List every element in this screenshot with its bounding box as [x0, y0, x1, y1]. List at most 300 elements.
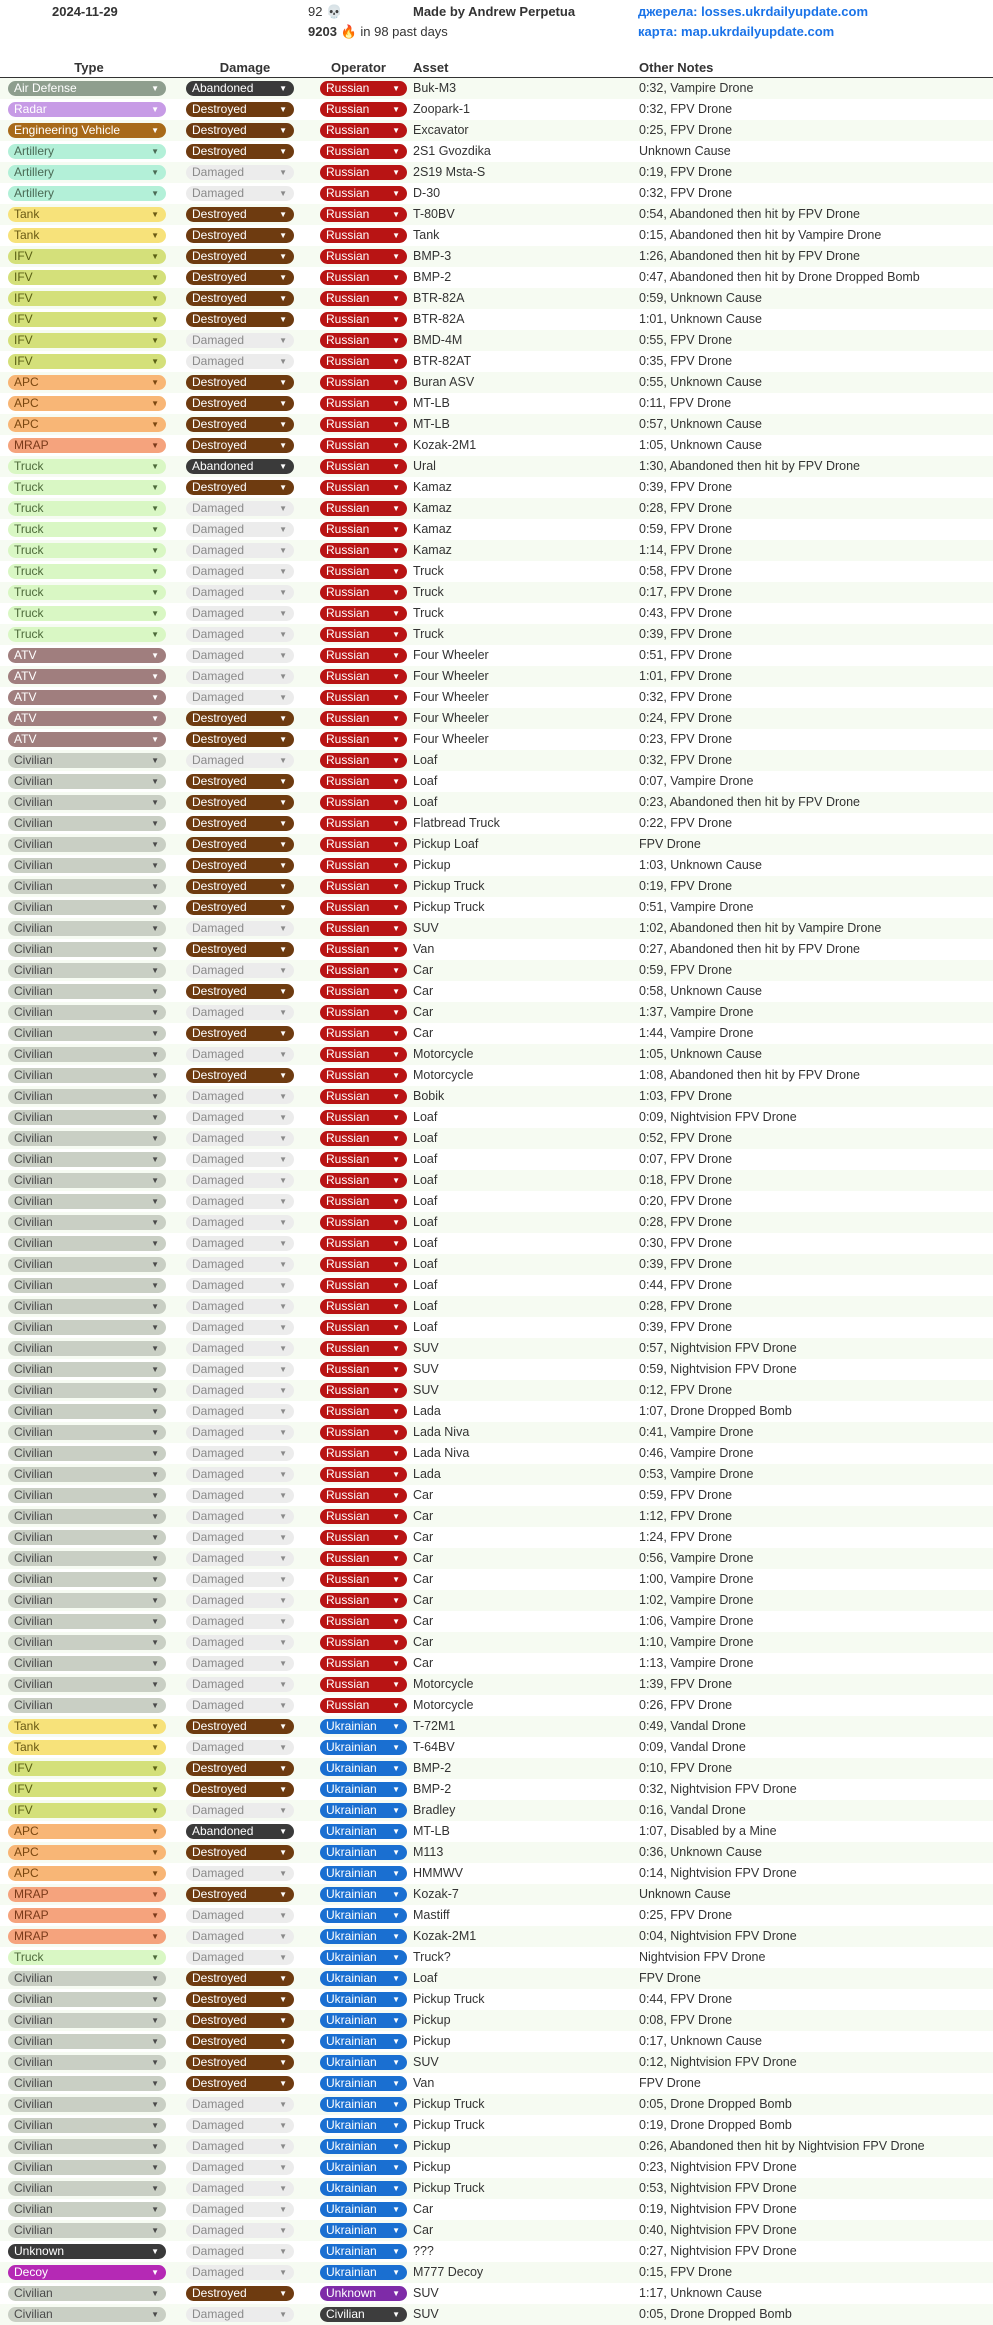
type-select[interactable] [8, 2034, 166, 2049]
damage-select[interactable] [186, 1908, 294, 1923]
operator-select[interactable] [320, 270, 407, 285]
operator-select[interactable] [320, 417, 407, 432]
damage-select[interactable] [186, 774, 294, 789]
type-select[interactable] [8, 2118, 166, 2133]
damage-select[interactable] [186, 648, 294, 663]
operator-select[interactable] [320, 1866, 407, 1881]
damage-select[interactable] [186, 375, 294, 390]
type-select[interactable] [8, 1677, 166, 1692]
operator-select[interactable] [320, 144, 407, 159]
operator-select[interactable] [320, 312, 407, 327]
type-select[interactable] [8, 1782, 166, 1797]
type-select[interactable] [8, 438, 166, 453]
operator-select[interactable] [320, 480, 407, 495]
operator-select[interactable] [320, 921, 407, 936]
type-select[interactable] [8, 165, 166, 180]
type-select[interactable] [8, 291, 166, 306]
type-select[interactable] [8, 1110, 166, 1125]
type-select[interactable] [8, 2202, 166, 2217]
damage-select[interactable] [186, 1761, 294, 1776]
operator-select[interactable] [320, 522, 407, 537]
operator-select[interactable] [320, 1215, 407, 1230]
operator-select[interactable] [320, 2118, 407, 2133]
type-select[interactable] [8, 1908, 166, 1923]
type-select[interactable] [8, 1509, 166, 1524]
operator-select[interactable] [320, 1530, 407, 1545]
damage-select[interactable] [186, 459, 294, 474]
type-select[interactable] [8, 606, 166, 621]
damage-select[interactable] [186, 1089, 294, 1104]
type-select[interactable] [8, 1845, 166, 1860]
damage-select[interactable] [186, 690, 294, 705]
damage-select[interactable] [186, 333, 294, 348]
damage-select[interactable] [186, 1446, 294, 1461]
type-select[interactable] [8, 921, 166, 936]
operator-select[interactable] [320, 1110, 407, 1125]
operator-select[interactable] [320, 2076, 407, 2091]
type-select[interactable] [8, 1593, 166, 1608]
type-select[interactable] [8, 711, 166, 726]
damage-select[interactable] [186, 585, 294, 600]
operator-select[interactable] [320, 1026, 407, 1041]
type-select[interactable] [8, 1866, 166, 1881]
operator-select[interactable] [320, 606, 407, 621]
operator-select[interactable] [320, 1593, 407, 1608]
operator-select[interactable] [320, 585, 407, 600]
operator-select[interactable] [320, 2097, 407, 2112]
type-select[interactable] [8, 81, 166, 96]
damage-select[interactable] [186, 1110, 294, 1125]
damage-select[interactable] [186, 1152, 294, 1167]
damage-select[interactable] [186, 1971, 294, 1986]
type-select[interactable] [8, 1887, 166, 1902]
operator-select[interactable] [320, 1971, 407, 1986]
operator-select[interactable] [320, 1005, 407, 1020]
damage-select[interactable] [186, 522, 294, 537]
damage-select[interactable] [186, 2265, 294, 2280]
type-select[interactable] [8, 102, 166, 117]
type-select[interactable] [8, 1152, 166, 1167]
type-select[interactable] [8, 1215, 166, 1230]
operator-select[interactable] [320, 186, 407, 201]
type-select[interactable] [8, 186, 166, 201]
column-header-type[interactable]: Type [74, 60, 104, 75]
type-select[interactable] [8, 1341, 166, 1356]
damage-select[interactable] [186, 1320, 294, 1335]
damage-select[interactable] [186, 1215, 294, 1230]
operator-select[interactable] [320, 1845, 407, 1860]
damage-select[interactable] [186, 2223, 294, 2238]
damage-select[interactable] [186, 1803, 294, 1818]
type-select[interactable] [8, 270, 166, 285]
operator-select[interactable] [320, 1488, 407, 1503]
damage-select[interactable] [186, 2076, 294, 2091]
damage-select[interactable] [186, 354, 294, 369]
operator-select[interactable] [320, 1551, 407, 1566]
damage-select[interactable] [186, 165, 294, 180]
operator-select[interactable] [320, 669, 407, 684]
damage-select[interactable] [186, 1845, 294, 1860]
operator-select[interactable] [320, 1467, 407, 1482]
operator-select[interactable] [320, 102, 407, 117]
operator-select[interactable] [320, 1194, 407, 1209]
operator-select[interactable] [320, 1908, 407, 1923]
damage-select[interactable] [186, 1950, 294, 1965]
damage-select[interactable] [186, 963, 294, 978]
operator-select[interactable] [320, 543, 407, 558]
type-select[interactable] [8, 522, 166, 537]
type-select[interactable] [8, 1740, 166, 1755]
operator-select[interactable] [320, 900, 407, 915]
operator-select[interactable] [320, 2244, 407, 2259]
damage-select[interactable] [186, 291, 294, 306]
operator-select[interactable] [320, 249, 407, 264]
operator-select[interactable] [320, 1047, 407, 1062]
type-select[interactable] [8, 1950, 166, 1965]
operator-select[interactable] [320, 1509, 407, 1524]
sources-link[interactable]: джерела: losses.ukrdailyupdate.com [638, 4, 869, 19]
operator-select[interactable] [320, 2034, 407, 2049]
operator-select[interactable] [320, 648, 407, 663]
damage-select[interactable] [186, 1551, 294, 1566]
type-select[interactable] [8, 228, 166, 243]
damage-select[interactable] [186, 2013, 294, 2028]
operator-select[interactable] [320, 2286, 407, 2301]
damage-select[interactable] [186, 249, 294, 264]
type-select[interactable] [8, 1278, 166, 1293]
operator-select[interactable] [320, 1278, 407, 1293]
type-select[interactable] [8, 1257, 166, 1272]
operator-select[interactable] [320, 228, 407, 243]
operator-select[interactable] [320, 1341, 407, 1356]
damage-select[interactable] [186, 1362, 294, 1377]
damage-select[interactable] [186, 2097, 294, 2112]
damage-select[interactable] [186, 564, 294, 579]
type-select[interactable] [8, 795, 166, 810]
operator-select[interactable] [320, 774, 407, 789]
damage-select[interactable] [186, 1992, 294, 2007]
type-select[interactable] [8, 648, 166, 663]
type-select[interactable] [8, 375, 166, 390]
operator-select[interactable] [320, 753, 407, 768]
type-select[interactable] [8, 459, 166, 474]
type-select[interactable] [8, 333, 166, 348]
damage-select[interactable] [186, 606, 294, 621]
damage-select[interactable] [186, 732, 294, 747]
type-select[interactable] [8, 2286, 166, 2301]
operator-select[interactable] [320, 732, 407, 747]
damage-select[interactable] [186, 1929, 294, 1944]
operator-select[interactable] [320, 1677, 407, 1692]
type-select[interactable] [8, 1761, 166, 1776]
type-select[interactable] [8, 1971, 166, 1986]
damage-select[interactable] [186, 312, 294, 327]
map-link[interactable]: карта: map.ukrdailyupdate.com [638, 24, 835, 39]
damage-select[interactable] [186, 81, 294, 96]
operator-select[interactable] [320, 1761, 407, 1776]
operator-select[interactable] [320, 333, 407, 348]
operator-select[interactable] [320, 1887, 407, 1902]
damage-select[interactable] [186, 543, 294, 558]
damage-select[interactable] [186, 942, 294, 957]
damage-select[interactable] [186, 1530, 294, 1545]
type-select[interactable] [8, 942, 166, 957]
damage-select[interactable] [186, 2307, 294, 2322]
operator-select[interactable] [320, 690, 407, 705]
damage-select[interactable] [186, 1404, 294, 1419]
type-select[interactable] [8, 2097, 166, 2112]
operator-select[interactable] [320, 1656, 407, 1671]
damage-select[interactable] [186, 795, 294, 810]
type-select[interactable] [8, 774, 166, 789]
operator-select[interactable] [320, 1068, 407, 1083]
type-select[interactable] [8, 1005, 166, 1020]
type-select[interactable] [8, 312, 166, 327]
operator-select[interactable] [320, 837, 407, 852]
damage-select[interactable] [186, 1467, 294, 1482]
type-select[interactable] [8, 543, 166, 558]
damage-select[interactable] [186, 711, 294, 726]
type-select[interactable] [8, 144, 166, 159]
operator-select[interactable] [320, 564, 407, 579]
operator-select[interactable] [320, 2013, 407, 2028]
damage-select[interactable] [186, 2286, 294, 2301]
operator-select[interactable] [320, 1929, 407, 1944]
damage-select[interactable] [186, 1005, 294, 1020]
type-select[interactable] [8, 1635, 166, 1650]
operator-select[interactable] [320, 1446, 407, 1461]
type-select[interactable] [8, 249, 166, 264]
damage-select[interactable] [186, 753, 294, 768]
damage-select[interactable] [186, 900, 294, 915]
operator-select[interactable] [320, 2307, 407, 2322]
operator-select[interactable] [320, 1824, 407, 1839]
type-select[interactable] [8, 1068, 166, 1083]
type-select[interactable] [8, 1404, 166, 1419]
type-select[interactable] [8, 1992, 166, 2007]
type-select[interactable] [8, 2244, 166, 2259]
operator-select[interactable] [320, 375, 407, 390]
column-header-notes[interactable]: Other Notes [639, 60, 714, 75]
operator-select[interactable] [320, 354, 407, 369]
type-select[interactable] [8, 1530, 166, 1545]
type-select[interactable] [8, 1320, 166, 1335]
operator-select[interactable] [320, 501, 407, 516]
damage-select[interactable] [186, 2055, 294, 2070]
damage-select[interactable] [186, 1887, 294, 1902]
type-select[interactable] [8, 1467, 166, 1482]
damage-select[interactable] [186, 1131, 294, 1146]
type-select[interactable] [8, 1131, 166, 1146]
type-select[interactable] [8, 963, 166, 978]
type-select[interactable] [8, 207, 166, 222]
damage-select[interactable] [186, 501, 294, 516]
type-select[interactable] [8, 2223, 166, 2238]
type-select[interactable] [8, 753, 166, 768]
type-select[interactable] [8, 2055, 166, 2070]
type-select[interactable] [8, 417, 166, 432]
operator-select[interactable] [320, 1740, 407, 1755]
damage-select[interactable] [186, 879, 294, 894]
damage-select[interactable] [186, 2034, 294, 2049]
type-select[interactable] [8, 690, 166, 705]
type-select[interactable] [8, 900, 166, 915]
damage-select[interactable] [186, 1782, 294, 1797]
type-select[interactable] [8, 816, 166, 831]
type-select[interactable] [8, 1047, 166, 1062]
operator-select[interactable] [320, 711, 407, 726]
damage-select[interactable] [186, 1677, 294, 1692]
type-select[interactable] [8, 984, 166, 999]
operator-select[interactable] [320, 207, 407, 222]
type-select[interactable] [8, 1425, 166, 1440]
type-select[interactable] [8, 1929, 166, 1944]
operator-select[interactable] [320, 396, 407, 411]
operator-select[interactable] [320, 1404, 407, 1419]
damage-select[interactable] [186, 1425, 294, 1440]
damage-select[interactable] [186, 1488, 294, 1503]
damage-select[interactable] [186, 1068, 294, 1083]
damage-select[interactable] [186, 2118, 294, 2133]
damage-select[interactable] [186, 1299, 294, 1314]
damage-select[interactable] [186, 669, 294, 684]
damage-select[interactable] [186, 1173, 294, 1188]
operator-select[interactable] [320, 1131, 407, 1146]
operator-select[interactable] [320, 1572, 407, 1587]
type-select[interactable] [8, 123, 166, 138]
operator-select[interactable] [320, 291, 407, 306]
type-select[interactable] [8, 1173, 166, 1188]
type-select[interactable] [8, 1803, 166, 1818]
operator-select[interactable] [320, 1320, 407, 1335]
damage-select[interactable] [186, 2181, 294, 2196]
damage-select[interactable] [186, 270, 294, 285]
operator-select[interactable] [320, 984, 407, 999]
damage-select[interactable] [186, 207, 294, 222]
column-header-damage[interactable]: Damage [219, 60, 271, 75]
operator-select[interactable] [320, 627, 407, 642]
column-header-operator[interactable]: Operator [331, 60, 386, 75]
type-select[interactable] [8, 1719, 166, 1734]
type-select[interactable] [8, 1236, 166, 1251]
operator-select[interactable] [320, 2223, 407, 2238]
operator-select[interactable] [320, 795, 407, 810]
operator-select[interactable] [320, 2055, 407, 2070]
operator-select[interactable] [320, 816, 407, 831]
damage-select[interactable] [186, 1866, 294, 1881]
damage-select[interactable] [186, 1047, 294, 1062]
operator-select[interactable] [320, 1152, 407, 1167]
operator-select[interactable] [320, 165, 407, 180]
damage-select[interactable] [186, 1593, 294, 1608]
type-select[interactable] [8, 1824, 166, 1839]
column-header-asset[interactable]: Asset [413, 60, 449, 75]
type-select[interactable] [8, 2160, 166, 2175]
type-select[interactable] [8, 2139, 166, 2154]
type-select[interactable] [8, 2181, 166, 2196]
operator-select[interactable] [320, 2160, 407, 2175]
damage-select[interactable] [186, 144, 294, 159]
type-select[interactable] [8, 480, 166, 495]
damage-select[interactable] [186, 1635, 294, 1650]
operator-select[interactable] [320, 2265, 407, 2280]
operator-select[interactable] [320, 81, 407, 96]
operator-select[interactable] [320, 1950, 407, 1965]
operator-select[interactable] [320, 1383, 407, 1398]
operator-select[interactable] [320, 1299, 407, 1314]
operator-select[interactable] [320, 1173, 407, 1188]
type-select[interactable] [8, 1194, 166, 1209]
type-select[interactable] [8, 1446, 166, 1461]
type-select[interactable] [8, 1488, 166, 1503]
type-select[interactable] [8, 837, 166, 852]
type-select[interactable] [8, 732, 166, 747]
damage-select[interactable] [186, 2244, 294, 2259]
damage-select[interactable] [186, 1257, 294, 1272]
type-select[interactable] [8, 1089, 166, 1104]
damage-select[interactable] [186, 1698, 294, 1713]
damage-select[interactable] [186, 627, 294, 642]
type-select[interactable] [8, 1362, 166, 1377]
damage-select[interactable] [186, 2139, 294, 2154]
type-select[interactable] [8, 1656, 166, 1671]
operator-select[interactable] [320, 2181, 407, 2196]
operator-select[interactable] [320, 1803, 407, 1818]
damage-select[interactable] [186, 1026, 294, 1041]
type-select[interactable] [8, 564, 166, 579]
damage-select[interactable] [186, 1509, 294, 1524]
operator-select[interactable] [320, 1635, 407, 1650]
operator-select[interactable] [320, 858, 407, 873]
damage-select[interactable] [186, 1740, 294, 1755]
damage-select[interactable] [186, 1278, 294, 1293]
damage-select[interactable] [186, 921, 294, 936]
damage-select[interactable] [186, 1383, 294, 1398]
operator-select[interactable] [320, 1782, 407, 1797]
operator-select[interactable] [320, 123, 407, 138]
damage-select[interactable] [186, 1572, 294, 1587]
damage-select[interactable] [186, 396, 294, 411]
operator-select[interactable] [320, 1089, 407, 1104]
type-select[interactable] [8, 1614, 166, 1629]
type-select[interactable] [8, 879, 166, 894]
damage-select[interactable] [186, 837, 294, 852]
type-select[interactable] [8, 1698, 166, 1713]
operator-select[interactable] [320, 1614, 407, 1629]
operator-select[interactable] [320, 1425, 407, 1440]
operator-select[interactable] [320, 2139, 407, 2154]
damage-select[interactable] [186, 984, 294, 999]
type-select[interactable] [8, 858, 166, 873]
operator-select[interactable] [320, 942, 407, 957]
operator-select[interactable] [320, 438, 407, 453]
type-select[interactable] [8, 501, 166, 516]
damage-select[interactable] [186, 228, 294, 243]
damage-select[interactable] [186, 2202, 294, 2217]
type-select[interactable] [8, 2307, 166, 2322]
operator-select[interactable] [320, 879, 407, 894]
damage-select[interactable] [186, 123, 294, 138]
type-select[interactable] [8, 2265, 166, 2280]
type-select[interactable] [8, 1551, 166, 1566]
operator-select[interactable] [320, 459, 407, 474]
type-select[interactable] [8, 585, 166, 600]
damage-select[interactable] [186, 438, 294, 453]
damage-select[interactable] [186, 417, 294, 432]
type-select[interactable] [8, 669, 166, 684]
type-select[interactable] [8, 354, 166, 369]
operator-select[interactable] [320, 2202, 407, 2217]
